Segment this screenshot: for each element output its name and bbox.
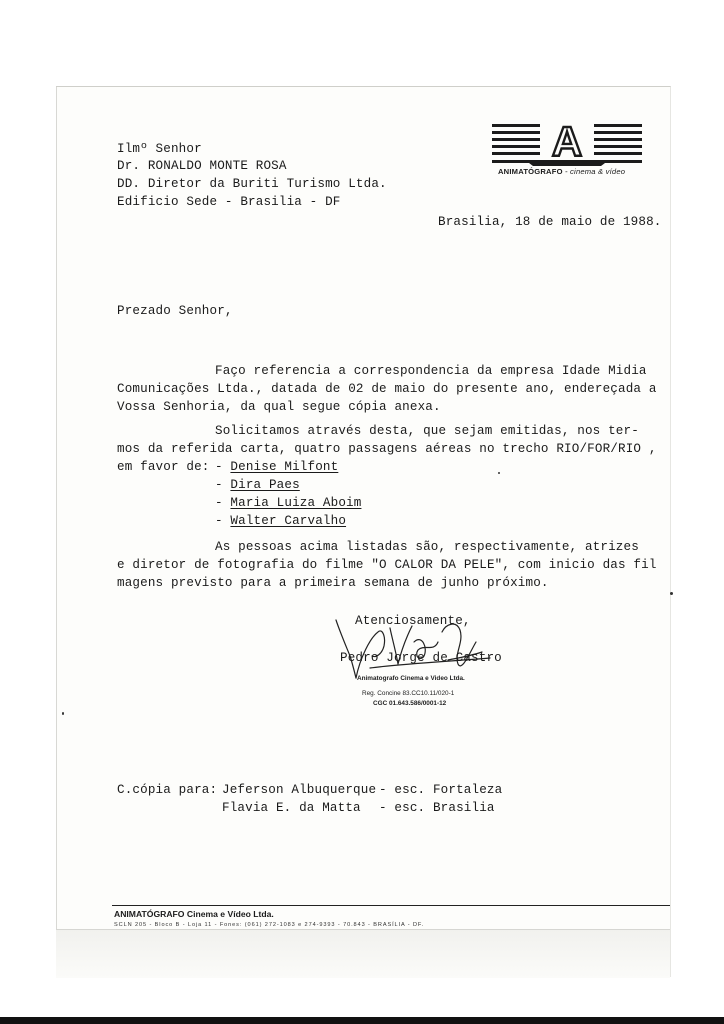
passenger-name: Denise Milfont: [230, 460, 339, 474]
scan-edge: [0, 1017, 724, 1024]
recipient-position: DD. Diretor da Buriti Turismo Ltda.: [117, 177, 387, 191]
footer-company: ANIMATÓGRAFO Cinema e Vídeo Ltda.: [114, 909, 274, 919]
recipient-title: Ilmº Senhor: [117, 142, 202, 156]
scan-speck: [670, 592, 673, 595]
closing: Atenciosamente,: [355, 614, 471, 628]
passenger-item: - Walter Carvalho: [215, 514, 347, 528]
copy-recipient-place: - esc. Fortaleza: [379, 783, 503, 797]
recipient-address: Edificio Sede - Brasilia - DF: [117, 195, 341, 209]
recipient-name: Dr. RONALDO MONTE ROSA: [117, 159, 287, 173]
paragraph2-line: mos da referida carta, quatro passagens aéreas no trecho RIO/FOR/RIO ,: [117, 442, 657, 456]
paragraph1-line: Comunicações Ltda., datada de 02 de maio do presente ano, endereçada a: [117, 382, 657, 396]
copy-recipient-name: Jeferson Albuquerque: [222, 783, 377, 797]
paragraph3-line: As pessoas acima listadas são, respectivamente, atrizes: [215, 540, 639, 554]
company-tagline: - cinema & vídeo: [565, 167, 626, 176]
paragraph1-line: Faço referencia a correspondencia da empresa Idade Midia: [215, 364, 647, 378]
stamp-company: Animatografo Cinema e Video Ltda.: [357, 675, 465, 682]
logo-caption: [498, 167, 625, 176]
footer-divider: [112, 905, 670, 906]
passenger-name: Maria Luiza Aboim: [230, 496, 362, 510]
stamp-reg: Reg. Concine 83.CC10.11/020-1: [362, 690, 455, 697]
company-name: ANIMATÓGRAFO: [498, 167, 563, 176]
stamp-cgc: CGC 01.643.586/0001-12: [373, 700, 447, 707]
logo-letter: A: [551, 122, 583, 165]
paragraph3-line: e diretor de fotografia do filme "O CALOR DA PELE", com inicio das fil: [117, 558, 657, 572]
animatografo-logo-icon: [492, 122, 642, 186]
footer-address: SCLN 205 - Bloco B - Loja 11 - Fones: (061) 272-1083 e 274-9393 - 70.843 - BRASÍLIA - DF.: [114, 922, 425, 928]
signatory-name: Pedro Jorge de Castro: [340, 651, 502, 665]
copies-label: C.cópia para:: [117, 783, 218, 797]
scan-speck: [62, 712, 64, 715]
copy-recipient-place: - esc. Brasilia: [379, 801, 495, 815]
paragraph3-line: magens previsto para a primeira semana de junho próximo.: [117, 576, 549, 590]
passenger-name: Dira Paes: [230, 478, 300, 492]
paragraph2-line: Solicitamos através desta, que sejam emitidas, nos ter-: [215, 424, 639, 438]
handwritten-signature-icon: [330, 612, 500, 684]
passenger-name: Walter Carvalho: [230, 514, 347, 528]
date-line: Brasilia, 18 de maio de 1988.: [438, 215, 662, 229]
paragraph1-line: Vossa Senhoria, da qual segue cópia anexa.: [117, 400, 441, 414]
passenger-item: - Maria Luiza Aboim: [215, 496, 362, 510]
paragraph2-line: em favor de:: [117, 460, 210, 474]
page-fold-shadow: [56, 929, 670, 978]
scan-speck: [498, 472, 500, 474]
passenger-item: - Denise Milfont: [215, 460, 339, 474]
copy-recipient-name: Flavia E. da Matta: [222, 801, 361, 815]
greeting: Prezado Senhor,: [117, 304, 233, 318]
passenger-item: - Dira Paes: [215, 478, 300, 492]
